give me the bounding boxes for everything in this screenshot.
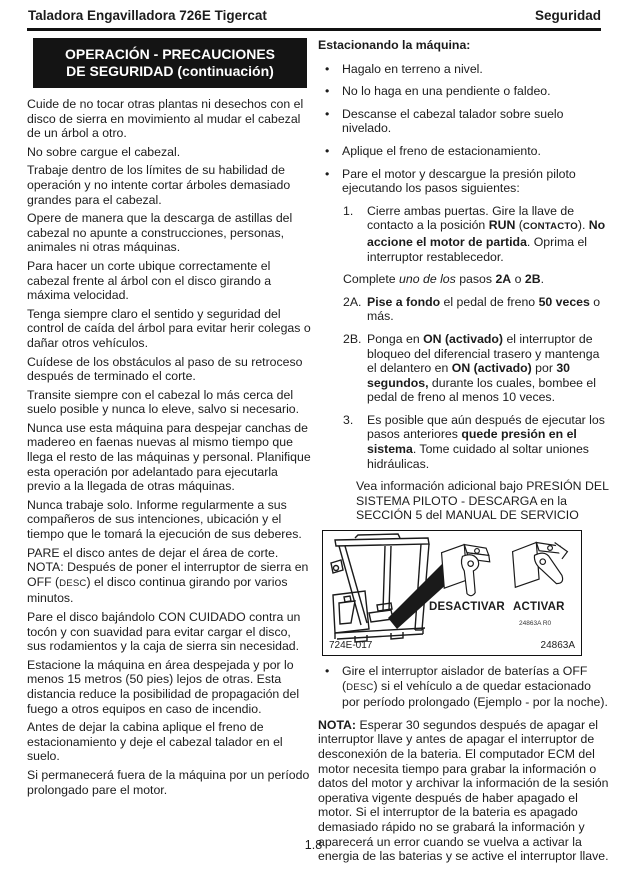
header-title: Taladora Engavilladora 726E Tigercat [28,8,267,23]
right-column [318,38,612,864]
safety-paragraph: Trabaje dentro de los límites de su habilidad de operación y no intente cortar árboles demasiado grandes para el cabezal. [27,163,291,207]
step-text: Ponga en ON (activado) el interruptor de bloqueo del diferencial trasero y mantenga el delantero en ON (activado) por 30 segundos, durante los cuales, bombee el pedal de freno al menos 10 veces. [367,331,600,405]
step-number: 2B. [343,331,362,346]
nota-paragraph: NOTA: Esperar 30 segundos después de apagar el interruptor llave y antes de apagar el interruptor de desconexión de la bateria. El computador ECM del motor necesita tiempo para grabar la información o datos del motor y archivar la información de la sesión operativa vigente después de haber apagado el motor. Si el interruptor de la bateria es apagado demasiado rápido no se grabará la información y aparecerá un error cuando se vuelva a activar la energia de las baterias y se active el interruptor llave. [318,717,609,864]
figure-battery-isolator [322,530,582,656]
bullet-text: Gire el interruptor aislador de baterías a OFF (DESC) si el vehículo a de quedar estacionado por período prolongado (Ejemplo - por la noche). [342,664,608,710]
list-item [318,62,612,77]
safety-paragraph: Nunca trabaje solo. Informe regularmente a sus compañeros de sus intenciones, ubicación y el tiempo que le tomará la ejecución de sus deberes. [27,497,302,542]
safety-paragraph: PARE el disco antes de dejar el área de corte. NOTA: Después de poner el interruptor de sierra en OFF (DESC) el disco continua girando por varios minutos. [27,545,309,606]
step-text: Pise a fondo el pedal de freno 50 veces o más. [367,294,601,324]
bullet-icon [318,144,342,159]
switch-off-label: DESACTIVAR [429,601,505,614]
see-also-reference: Vea información adicional bajo PRESIÓN DEL SISTEMA PILOTO - DESCARGA en la SECCIÓN 5 del MANUAL DE SERVICIO [356,479,609,523]
numbered-step [343,204,612,264]
safety-paragraph: Cuide de no tocar otras plantas ni desechos con el disco de sierra en movimiento al mudar el cabezal de un árbol a otro. [27,97,304,141]
safety-paragraph: Estacione la máquina en área despejada y por lo menos 15 metros (50 pies) lejos de otras. Esta distancia reduce la posibilidad de propagación del fuego a otros equipos en caso de incendio. [27,657,300,716]
safety-paragraph: Tenga siempre claro el sentido y seguridad del control de caída del árbol para evitar herir colegas o dañar otros vehículos. [27,306,311,350]
bullet-icon [318,167,342,196]
list-item [318,167,612,196]
bullet-text: No lo haga en una pendiente o faldeo. [342,84,551,99]
list-item [318,664,612,710]
safety-paragraph: Transite siempre con el cabezal lo más cerca del suelo posible y nunca lo eleve, salvo si necesario. [27,387,300,417]
safety-paragraph: Nunca use esta máquina para despejar canchas de madereo en faenas nuevas al mismo tiempo que llega el resto de las máquinas y personal. Planifique esta operación por adelantado para ejecutarla previo a la llegada de otras máquinas. [27,420,311,494]
switch-on-label: ACTIVAR [513,601,565,614]
safety-paragraph: Pare el disco bajándolo CON CUIDADO contra un tocón y con suavidad para evitar cargar el disco, sus rodamientos y la caja de sierra sin necesidad. [27,610,301,654]
safety-paragraph: Para hacer un corte ubique correctamente el cabezal frente al árbol con el disco girando a máxima velocidad. [27,258,272,303]
bullet-icon [318,664,342,710]
figure-machine-code: 724E-017 [329,640,373,652]
safety-paragraph: No sobre cargue el cabezal. [27,144,181,159]
numbered-step [343,295,612,324]
parking-heading: Estacionando la máquina: [318,38,471,52]
header-section: Seguridad [534,8,601,23]
step-number: 2A. [343,294,362,309]
isolator-switch-on-icon [507,537,573,601]
safety-paragraph: Antes de dejar la cabina aplique el freno de estacionamiento y deje el cabezal talador en el suelo. [27,720,283,764]
left-column [27,38,311,801]
bullet-text: Aplique el freno de estacionamiento. [342,143,541,158]
numbered-step [343,332,612,405]
section-title-line1: OPERACIÓN - PRECAUCIONES [64,46,276,62]
header-rule [27,28,601,31]
bullet-text: Pare el motor y descargue la presión piloto ejecutando los pasos siguientes: [342,166,576,196]
figure-code: 24863A [540,640,575,652]
step-number: 3. [343,412,354,427]
bullet-icon [318,84,342,99]
list-item [318,107,612,136]
figure-revision-ref: 24863A R0 [519,620,552,628]
safety-paragraph: Opere de manera que la descarga de astillas del cabezal no apunte a construcciones, personas, animales ni otras máquinas. [27,211,293,255]
bullet-text: Hagalo en terreno a nivel. [342,61,483,76]
list-item [318,84,612,99]
complete-steps-note: Complete uno de los pasos 2A o 2B. [343,272,545,287]
list-item [318,144,612,159]
numbered-step [343,413,612,471]
bullet-icon [318,62,342,77]
isolator-switch-off-icon [436,540,498,600]
step-text: Es posible que aún después de ejecutar los pasos anteriores quede presión en el sistema. Tome cuidado al soltar uniones hidráulicas. [367,412,605,471]
section-title-box [33,38,307,88]
bullet-text: Descanse el cabezal talador sobre suelo nivelado. [342,106,564,136]
section-title-line2: DE SEGURIDAD (continuación) [66,63,274,79]
step-number: 1. [343,203,354,218]
safety-paragraph: Si permanecerá fuera de la máquina por un período prolongado pare el motor. [27,767,310,797]
safety-paragraph: Cuídese de los obstáculos al paso de su retroceso después de terminado el corte. [27,354,303,384]
step-text: Cierre ambas puertas. Gire la llave de contacto a la posición RUN (CONTACTO). No accione el motor de partida. Oprima el interruptor restablecedor. [367,203,606,264]
page-header [28,8,601,23]
bullet-icon [318,107,342,136]
page-number: 1.8 [304,838,323,852]
